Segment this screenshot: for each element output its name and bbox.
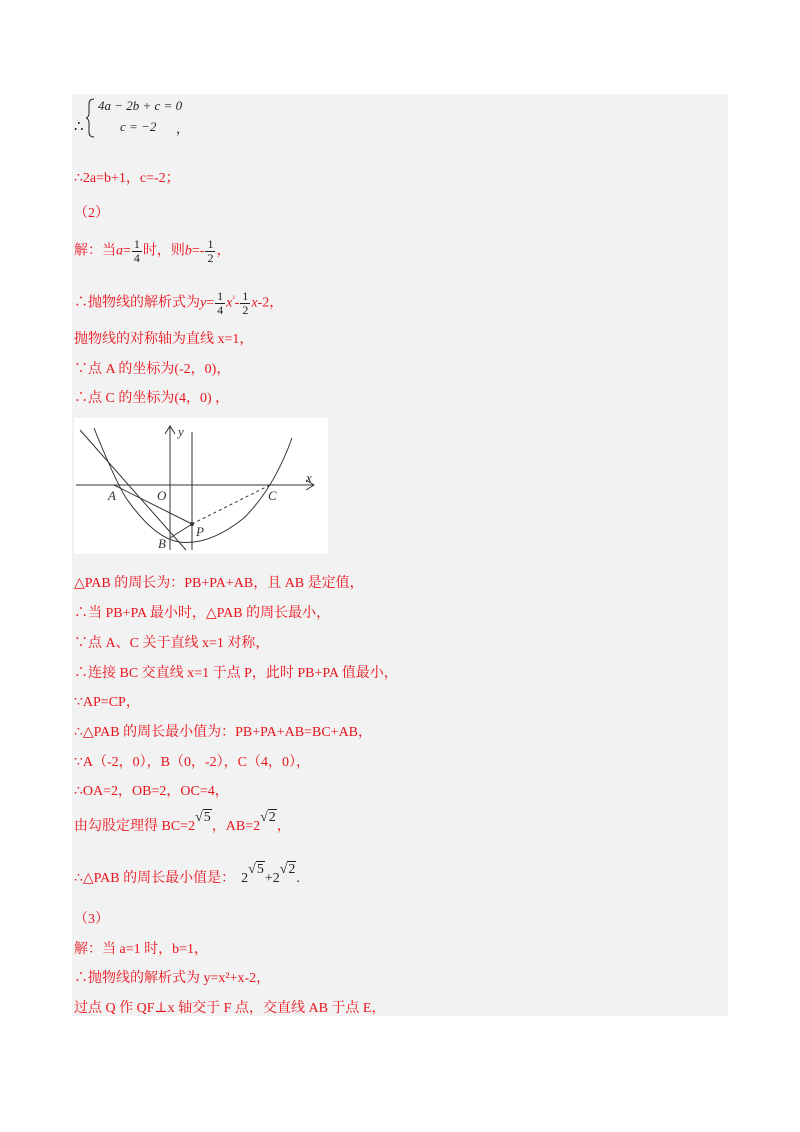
sqrt-2: √2 <box>279 862 296 877</box>
label-y: y <box>178 424 184 439</box>
line-5: ∵点 A 的坐标为(-2，0)， <box>74 362 231 377</box>
label-c: C <box>268 488 277 503</box>
line-18: ∴抛物线的解析式为 y=x²+x-2， <box>74 971 271 986</box>
line-13: ∵A（-2，0），B（0，-2），C（4，0）， <box>74 755 311 770</box>
equation-2: c = −2 <box>120 119 157 134</box>
line-12: ∴△PAB 的周长最小值为：PB+PA+AB=BC+AB， <box>74 725 373 740</box>
label-a: A <box>108 488 116 503</box>
equation-comma: ， <box>176 121 190 136</box>
part-2-heading: （2） <box>74 206 109 221</box>
line-14: ∴OA=2，OB=2，OC=4， <box>74 784 229 799</box>
part-3-heading: （3） <box>74 912 109 927</box>
fraction-one-quarter: $\frac{1}{4}$ <box>133 237 140 265</box>
line-9: ∵点 A、C 关于直线 x=1 对称， <box>74 636 270 651</box>
line-17: 解：当 a=1 时，b=1， <box>74 942 209 957</box>
line-6: ∴点 C 的坐标为(4，0) ， <box>74 391 230 406</box>
fraction-one-half: $\frac{1}{2}$ <box>242 289 249 317</box>
sqrt-5: √5 <box>195 810 211 825</box>
label-b: B <box>158 536 166 551</box>
label-p: P <box>196 524 204 539</box>
line-16: ∴△PAB 的周长最小值是： 2√5+2√2. <box>74 862 300 886</box>
parabola-diagram <box>74 418 328 554</box>
line-2: 解：当a= $\frac{1}{4}$ 时，则b=- $\frac{1}{2}$ ， <box>74 237 231 265</box>
line-1: ∴2a=b+1，c=-2； <box>74 171 180 186</box>
line-19: 过点 Q 作 QF⊥x 轴交于 F 点，交直线 AB 于点 E， <box>74 1001 386 1016</box>
parabola-figure <box>74 418 328 554</box>
fraction-one-half: $\frac{1}{2}$ <box>207 237 214 265</box>
line-11: ∵AP=CP， <box>74 695 140 710</box>
brace-icon <box>86 98 96 138</box>
equation-1: 4a − 2b + c = 0 <box>98 98 183 113</box>
line-10: ∴连接 BC 交直线 x=1 于点 P，此时 PB+PA 值最小， <box>74 666 398 681</box>
therefore-symbol: ∴ <box>74 119 84 135</box>
line-8: ∴当 PB+PA 最小时，△PAB 的周长最小， <box>74 606 331 621</box>
label-x: x <box>306 470 312 485</box>
label-o: O <box>157 488 167 503</box>
sqrt-2: √2 <box>260 810 276 825</box>
fraction-one-quarter: $\frac{1}{4}$ <box>217 289 224 317</box>
line-7: △PAB 的周长为：PB+PA+AB，且 AB 是定值， <box>74 576 364 591</box>
line-3: ∴抛物线的解析式为y= $\frac{1}{4}$ $x^{^2}-$ $\frac{1}{2}$ x-2， <box>74 289 284 317</box>
sqrt-5: √5 <box>248 862 264 877</box>
line-4: 抛物线的对称轴为直线 x=1， <box>74 332 254 347</box>
line-15: 由勾股定理得 BC=2√5，AB=2√2， <box>74 810 291 834</box>
